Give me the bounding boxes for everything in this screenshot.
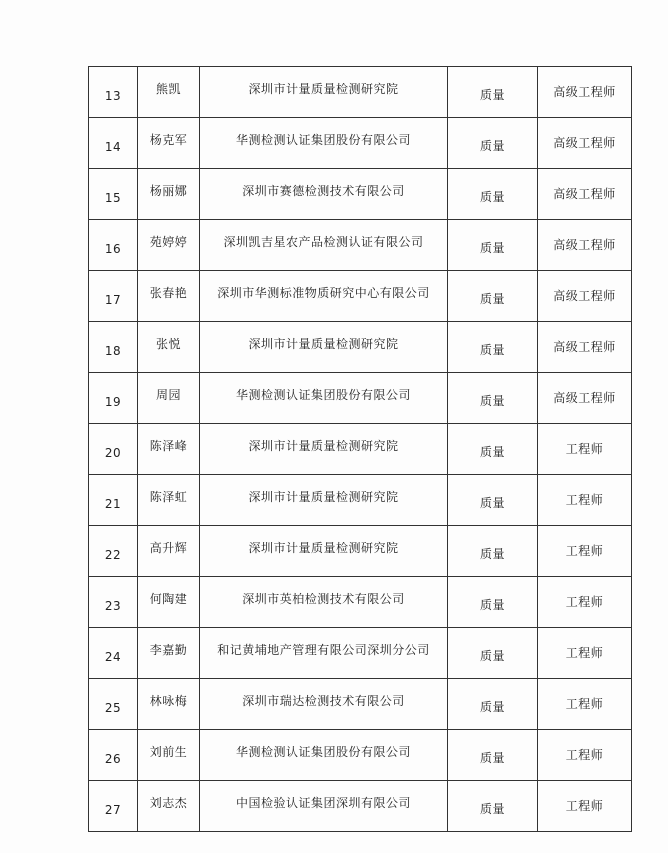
row-number: 18 xyxy=(104,344,122,358)
field-cell xyxy=(448,322,538,373)
organization: 华测检测认证集团股份有限公司 xyxy=(235,387,411,402)
name-cell xyxy=(138,271,200,322)
row-number: 20 xyxy=(104,446,122,460)
field-cell xyxy=(448,424,538,475)
title-cell xyxy=(538,730,632,781)
organization: 深圳凯吉星农产品检测认证有限公司 xyxy=(223,234,424,249)
organization: 深圳市计量质量检测研究院 xyxy=(248,336,399,351)
professional-title: 高级工程师 xyxy=(553,135,616,150)
organization-cell xyxy=(200,118,448,169)
specialty-field: 质量 xyxy=(479,291,505,306)
row-number-cell xyxy=(89,424,138,475)
table-row xyxy=(89,118,632,169)
specialty-field: 质量 xyxy=(479,240,505,255)
name-cell xyxy=(138,220,200,271)
field-cell xyxy=(448,118,538,169)
name-cell xyxy=(138,67,200,118)
organization-cell xyxy=(200,373,448,424)
table-row xyxy=(89,475,632,526)
row-number: 16 xyxy=(104,242,122,256)
professional-title: 高级工程师 xyxy=(553,339,616,354)
person-name: 高升辉 xyxy=(149,540,188,555)
field-cell xyxy=(448,220,538,271)
organization-cell xyxy=(200,526,448,577)
table-row xyxy=(89,526,632,577)
organization: 和记黄埔地产管理有限公司深圳分公司 xyxy=(217,642,430,657)
table-row xyxy=(89,373,632,424)
specialty-field: 质量 xyxy=(479,546,505,561)
table-row xyxy=(89,730,632,781)
row-number: 22 xyxy=(104,548,122,562)
specialty-field: 质量 xyxy=(479,393,505,408)
field-cell xyxy=(448,271,538,322)
row-number: 21 xyxy=(104,497,122,511)
professional-title: 工程师 xyxy=(565,798,604,813)
table-body xyxy=(89,67,632,832)
row-number: 17 xyxy=(104,293,122,307)
organization: 中国检验认证集团深圳有限公司 xyxy=(235,795,411,810)
organization: 深圳市计量质量检测研究院 xyxy=(248,81,399,96)
title-cell xyxy=(538,67,632,118)
row-number: 19 xyxy=(104,395,122,409)
specialty-field: 质量 xyxy=(479,597,505,612)
name-cell xyxy=(138,169,200,220)
field-cell xyxy=(448,628,538,679)
table-row xyxy=(89,781,632,832)
field-cell xyxy=(448,577,538,628)
specialty-field: 质量 xyxy=(479,699,505,714)
table-row xyxy=(89,628,632,679)
row-number-cell xyxy=(89,526,138,577)
table-row xyxy=(89,679,632,730)
row-number-cell xyxy=(89,679,138,730)
specialty-field: 质量 xyxy=(479,189,505,204)
organization: 深圳市计量质量检测研究院 xyxy=(248,540,399,555)
row-number-cell xyxy=(89,577,138,628)
row-number: 25 xyxy=(104,701,122,715)
row-number: 15 xyxy=(104,191,122,205)
title-cell xyxy=(538,526,632,577)
organization-cell xyxy=(200,322,448,373)
specialty-field: 质量 xyxy=(479,750,505,765)
organization-cell xyxy=(200,781,448,832)
title-cell xyxy=(538,424,632,475)
organization: 深圳市华测标准物质研究中心有限公司 xyxy=(217,285,430,300)
row-number-cell xyxy=(89,628,138,679)
person-name: 李嘉勤 xyxy=(149,642,188,657)
row-number: 14 xyxy=(104,140,122,154)
title-cell xyxy=(538,628,632,679)
name-cell xyxy=(138,322,200,373)
title-cell xyxy=(538,781,632,832)
professional-title: 工程师 xyxy=(565,645,604,660)
organization-cell xyxy=(200,271,448,322)
name-cell xyxy=(138,679,200,730)
field-cell xyxy=(448,169,538,220)
table-row xyxy=(89,169,632,220)
professional-title: 工程师 xyxy=(565,441,604,456)
professional-title: 高级工程师 xyxy=(553,237,616,252)
organization-cell xyxy=(200,628,448,679)
table-row xyxy=(89,220,632,271)
person-name: 苑婷婷 xyxy=(149,234,188,249)
name-cell xyxy=(138,475,200,526)
organization: 深圳市英柏检测技术有限公司 xyxy=(242,591,405,606)
title-cell xyxy=(538,169,632,220)
professional-title: 工程师 xyxy=(565,492,604,507)
title-cell xyxy=(538,220,632,271)
organization: 华测检测认证集团股份有限公司 xyxy=(235,132,411,147)
row-number: 23 xyxy=(104,599,122,613)
name-cell xyxy=(138,730,200,781)
professional-title: 高级工程师 xyxy=(553,288,616,303)
organization-cell xyxy=(200,730,448,781)
person-name: 杨丽娜 xyxy=(149,183,188,198)
person-name: 何陶建 xyxy=(149,591,188,606)
field-cell xyxy=(448,526,538,577)
professional-title: 高级工程师 xyxy=(553,390,616,405)
person-name: 周园 xyxy=(155,387,181,402)
organization-cell xyxy=(200,220,448,271)
row-number-cell xyxy=(89,169,138,220)
specialty-field: 质量 xyxy=(479,87,505,102)
field-cell xyxy=(448,475,538,526)
name-cell xyxy=(138,373,200,424)
field-cell xyxy=(448,373,538,424)
professional-title: 工程师 xyxy=(565,543,604,558)
specialty-field: 质量 xyxy=(479,138,505,153)
person-name: 陈泽峰 xyxy=(149,438,188,453)
row-number-cell xyxy=(89,373,138,424)
person-name: 张悦 xyxy=(155,336,181,351)
specialty-field: 质量 xyxy=(479,342,505,357)
title-cell xyxy=(538,271,632,322)
table-row xyxy=(89,424,632,475)
field-cell xyxy=(448,781,538,832)
professional-title: 高级工程师 xyxy=(553,186,616,201)
row-number: 13 xyxy=(104,89,122,103)
person-name: 张春艳 xyxy=(149,285,188,300)
organization: 深圳市赛德检测技术有限公司 xyxy=(242,183,405,198)
field-cell xyxy=(448,67,538,118)
row-number-cell xyxy=(89,781,138,832)
title-cell xyxy=(538,577,632,628)
row-number: 26 xyxy=(104,752,122,766)
specialty-field: 质量 xyxy=(479,444,505,459)
name-cell xyxy=(138,577,200,628)
row-number-cell xyxy=(89,118,138,169)
organization: 华测检测认证集团股份有限公司 xyxy=(235,744,411,759)
professional-title: 工程师 xyxy=(565,696,604,711)
organization: 深圳市瑞达检测技术有限公司 xyxy=(242,693,405,708)
organization-cell xyxy=(200,67,448,118)
table-row xyxy=(89,577,632,628)
organization-cell xyxy=(200,577,448,628)
table-row xyxy=(89,67,632,118)
row-number-cell xyxy=(89,67,138,118)
professional-title: 高级工程师 xyxy=(553,84,616,99)
title-cell xyxy=(538,118,632,169)
specialty-field: 质量 xyxy=(479,801,505,816)
organization-cell xyxy=(200,475,448,526)
field-cell xyxy=(448,730,538,781)
name-cell xyxy=(138,781,200,832)
specialty-field: 质量 xyxy=(479,648,505,663)
name-cell xyxy=(138,424,200,475)
personnel-table xyxy=(88,66,632,832)
person-name: 杨克军 xyxy=(149,132,188,147)
person-name: 陈泽虹 xyxy=(149,489,188,504)
organization: 深圳市计量质量检测研究院 xyxy=(248,489,399,504)
person-name: 熊凯 xyxy=(155,81,181,96)
field-cell xyxy=(448,679,538,730)
person-name: 刘前生 xyxy=(149,744,188,759)
title-cell xyxy=(538,373,632,424)
person-name: 林咏梅 xyxy=(149,693,188,708)
title-cell xyxy=(538,679,632,730)
name-cell xyxy=(138,118,200,169)
row-number: 24 xyxy=(104,650,122,664)
organization-cell xyxy=(200,169,448,220)
specialty-field: 质量 xyxy=(479,495,505,510)
row-number-cell xyxy=(89,475,138,526)
professional-title: 工程师 xyxy=(565,747,604,762)
professional-title: 工程师 xyxy=(565,594,604,609)
row-number: 27 xyxy=(104,803,122,817)
row-number-cell xyxy=(89,220,138,271)
title-cell xyxy=(538,322,632,373)
row-number-cell xyxy=(89,322,138,373)
name-cell xyxy=(138,628,200,679)
table-row xyxy=(89,271,632,322)
organization: 深圳市计量质量检测研究院 xyxy=(248,438,399,453)
row-number-cell xyxy=(89,730,138,781)
table-row xyxy=(89,322,632,373)
row-number-cell xyxy=(89,271,138,322)
title-cell xyxy=(538,475,632,526)
name-cell xyxy=(138,526,200,577)
organization-cell xyxy=(200,679,448,730)
person-name: 刘志杰 xyxy=(149,795,188,810)
organization-cell xyxy=(200,424,448,475)
